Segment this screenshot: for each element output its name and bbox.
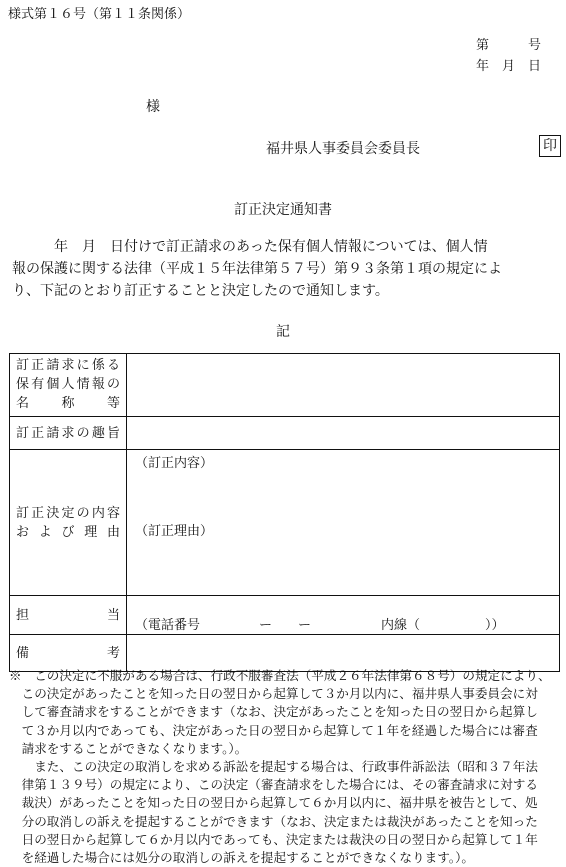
- table-row: [10, 354, 560, 417]
- row-label-info-name: [10, 354, 127, 417]
- row-label-decision: [10, 450, 127, 596]
- phone-label: （電話番号: [135, 618, 201, 633]
- correction-reason-label: （訂正理由）: [135, 524, 214, 539]
- notes: [9, 667, 560, 867]
- body-text: [12, 236, 557, 302]
- note-line: この決定があったことを知った日の翌日から起算して３か月以内に、福井県人事委員会に対: [9, 686, 538, 702]
- body-line: り、下記のとおり訂正することと決定したので通知します。: [12, 283, 389, 299]
- note-line: を経過した場合には処分の取消しの訴えを提起することができなくなります。）。: [9, 850, 474, 866]
- label-line: お よ び 理 由: [16, 524, 120, 540]
- label-line: 担 当: [16, 607, 120, 623]
- note-line: 日の翌日から起算して６か月以内であっても、決定または裁決の日の翌日から起算して１年: [9, 831, 538, 847]
- row-label-request-purpose: [10, 417, 127, 450]
- correction-content-label: （訂正内容）: [135, 456, 214, 471]
- decision-field[interactable]: [127, 450, 560, 596]
- table-row: [10, 635, 560, 672]
- ki-heading: 記: [276, 324, 290, 340]
- extension-label: 内線（ ））: [381, 618, 505, 633]
- label-line: 備 考: [16, 645, 120, 661]
- label-line: 訂正請求に係る: [16, 358, 120, 373]
- contact-field[interactable]: [127, 596, 560, 635]
- label-line: 訂正決定の内容: [16, 505, 120, 521]
- note-line: ※ この決定に不服がある場合は、行政不服審査法（平成２６年法律第６８号）の規定により、: [9, 668, 551, 683]
- note-line: また、この決定の取消しを求める訴訟を提起する場合は、行政事件訴訟法（昭和３７年法: [9, 759, 538, 775]
- form-label: 様式第１６号（第１１条関係）: [8, 7, 191, 22]
- note-line: 分の取消しの訴えを提起することができます（なお、決定または裁決があったことを知った: [9, 813, 538, 829]
- remarks-field[interactable]: [127, 635, 560, 672]
- label-line: 訂正請求の趣旨: [16, 426, 120, 441]
- decision-table: [9, 353, 560, 672]
- info-name-field[interactable]: [127, 354, 560, 417]
- body-line: 年 月 日付けで訂正請求のあった保有個人情報については、個人情: [12, 239, 488, 255]
- row-label-remarks: [10, 635, 127, 672]
- table-row: [10, 450, 560, 596]
- note-line: て３か月以内であっても、決定があった日の翌日から起算して１年を経過した場合には審査: [9, 722, 538, 738]
- request-purpose-field[interactable]: [127, 417, 560, 450]
- seal-box: 印: [539, 135, 561, 157]
- note-line: して審査請求をすることができます（なお、決定があったことを知った日の翌日から起算し: [9, 704, 538, 720]
- label-line: 保有個人情報の: [16, 377, 120, 392]
- document-number: 第 号: [476, 38, 542, 53]
- label-line: 名 称 等: [16, 396, 120, 411]
- note-line: 律第１３９号）の規定により、この決定（審査請求をした場合には、その審査請求に対する: [9, 777, 538, 793]
- phone-dashes: ー ー: [259, 618, 312, 633]
- table-row: [10, 596, 560, 635]
- document-date: 年 月 日: [476, 59, 542, 74]
- note-line: 裁決）があったことを知った日の翌日から起算して６か月以内に、福井県を被告として、処: [9, 795, 538, 811]
- sender-name: 福井県人事委員会委員長: [266, 141, 420, 157]
- body-line: 報の保護に関する法律（平成１５年法律第５７号）第９３条第１項の規定によ: [12, 261, 502, 277]
- note-line: 請求をすることができなくなります。）。: [9, 740, 248, 756]
- table-row: [10, 417, 560, 450]
- addressee: 様: [146, 99, 160, 115]
- row-label-contact: [10, 596, 127, 635]
- document-title: 訂正決定通知書: [234, 202, 332, 218]
